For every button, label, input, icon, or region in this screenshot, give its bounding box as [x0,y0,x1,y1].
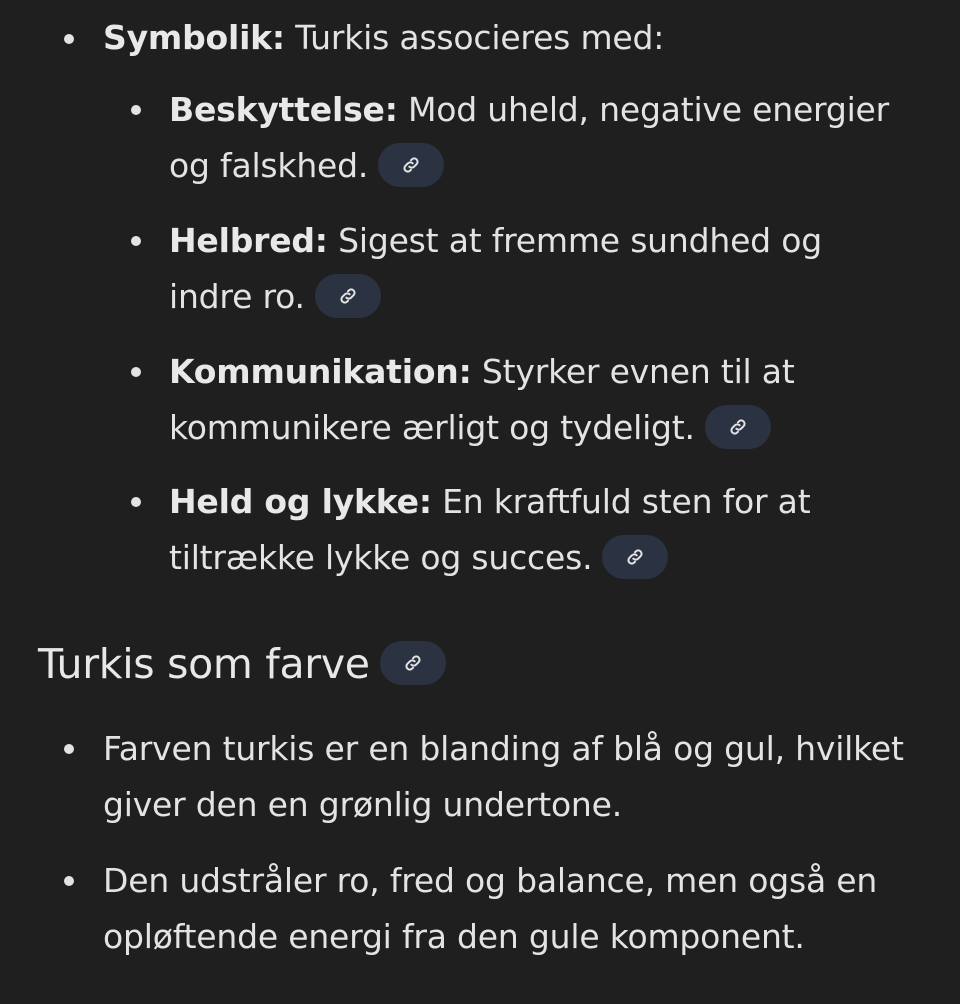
list-item-farve-1 [103,721,904,833]
bullet-dot [64,744,74,754]
source-link-chip[interactable] [705,405,771,449]
link-icon [401,155,421,175]
link-icon [338,286,358,306]
source-link-chip[interactable] [315,274,381,318]
item-text: En kraftfuld sten for at [431,482,811,521]
bullet-dot [131,367,141,377]
source-link-chip[interactable] [378,143,444,187]
item-label: Kommunikation: [169,352,472,391]
item-text: Sigest at fremme sundhed og [327,221,822,260]
item-text: Styrker evnen til at [471,352,795,391]
list-item-farve-2 [103,853,877,965]
item-text: Mod uheld, negative energier [397,90,890,129]
item-text-cont: indre ro. [169,277,305,316]
list-item-kommunikation [169,344,795,456]
item-text-cont: tiltrække lykke og succes. [169,538,593,577]
list-item-beskyttelse [169,82,889,194]
item-text-cont: og falskhed. [169,146,369,185]
bullet-dot [64,876,74,886]
item-label: Symbolik: [103,18,285,57]
bullet-dot [64,34,74,44]
bullet-dot [131,236,141,246]
list-item-helbred [169,213,822,325]
link-icon [403,653,423,673]
item-text: Farven turkis er en blanding af blå og gul, hvilket [103,729,904,768]
item-label: Beskyttelse: [169,90,398,129]
bullet-dot [131,497,141,507]
bullet-dot [131,105,141,115]
link-icon [625,547,645,567]
item-text-cont: opløftende energi fra den gule komponent. [103,917,805,956]
list-item-held-og-lykke [169,474,810,586]
item-text: Den udstråler ro, fred og balance, men også en [103,861,878,900]
item-label: Helbred: [169,221,328,260]
item-label: Held og lykke: [169,482,432,521]
source-link-chip[interactable] [602,535,668,579]
item-text-cont: giver den en grønlig undertone. [103,785,623,824]
item-text-cont: kommunikere ærligt og tydeligt. [169,408,695,447]
source-link-chip[interactable] [380,641,446,685]
heading-text: Turkis som farve [38,640,370,688]
section-heading [38,636,446,692]
item-text: Turkis associeres med: [284,18,665,57]
list-item-symbolik [103,10,664,66]
link-icon [728,417,748,437]
